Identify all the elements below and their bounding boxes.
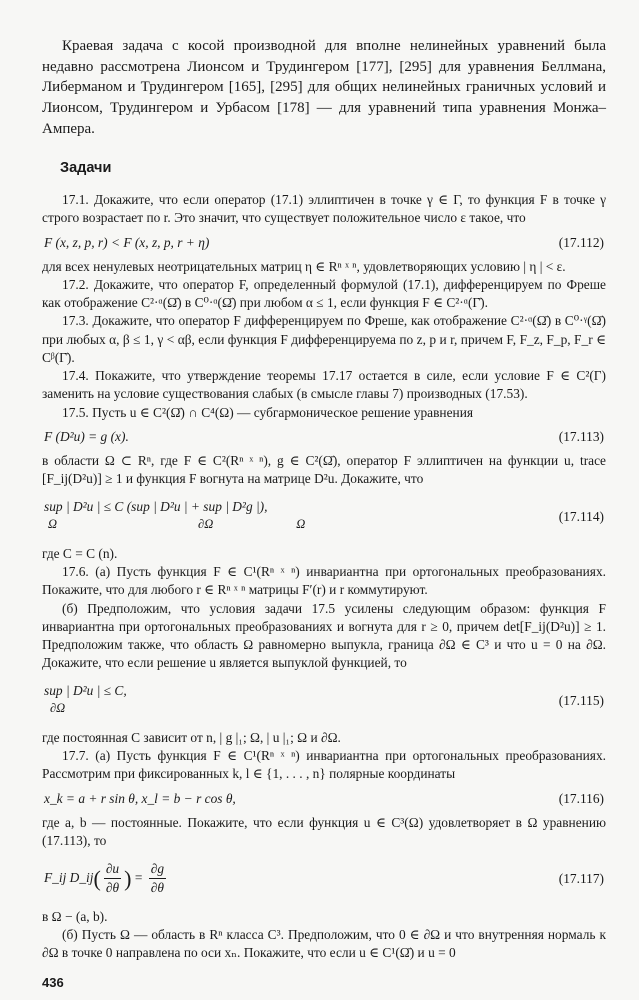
problem-17-7a-domain: в Ω − (a, b).	[42, 908, 108, 924]
problem-17-7b: (б) Пусть Ω — область в Rⁿ класса C³. Предположим, что 0 ∈ ∂Ω и что внутренняя нормаль к ∂Ω в точке 0 направлена по оси xₙ. Покажите, что если u ∈ C¹(Ω̄) и u = 0	[42, 926, 606, 961]
problem-17-5-constant: где C = C (n).	[42, 545, 118, 561]
equation-17-114	[42, 498, 606, 534]
equation-number: (17.113)	[558, 428, 604, 444]
sup-limit-2: ∂Ω	[198, 516, 214, 531]
equation-17-116	[42, 790, 606, 808]
sup-limit: ∂Ω	[50, 700, 66, 715]
problem-17-2: 17.2. Докажите, что оператор F, определенный формулой (17.1), дифференцируем по Фреше как отображение C²·ᵅ(Ω̄) в C⁰·ᵅ(Ω̄) при любом α ≤ 1, если функция F ∈ C²·ᵅ(Γ̄).	[42, 277, 606, 311]
equation-number: (17.114)	[558, 508, 604, 524]
problem-17-4: 17.4. Покажите, что утверждение теоремы 17.17 остается в силе, если условие F ∈ C²(Γ) заменить на условие существования слабых (в смысле главы 7) производных (17.53).	[42, 368, 606, 402]
equation-number: (17.115)	[558, 692, 604, 708]
problem-17-5-continued: в области Ω ⊂ Rⁿ, где F ∈ C²(Rⁿ ˣ ⁿ), g ∈ C²(Ω̄), оператор F эллиптичен на функции u, trace [F_ij(D²u)] ≥ 1 и функция F вогнута на матрице D²u. Докажите, что	[42, 453, 606, 487]
problem-17-5: 17.5. Пусть u ∈ C²(Ω̄) ∩ C⁴(Ω) — субгармоническое решение уравнения	[62, 404, 474, 420]
equation-17-113	[42, 428, 606, 446]
problem-17-1: 17.1. Докажите, что если оператор (17.1) эллиптичен в точке γ ∈ Γ, то функция F в точке γ строго возрастает по r. Это значит, что существует положительное число ε такое, что	[42, 192, 606, 226]
equation-number: (17.116)	[558, 790, 604, 806]
equation-17-115	[42, 682, 606, 718]
equation-formula: F (x, z, p, r) < F (x, z, p, r + η)	[44, 234, 210, 250]
problem-17-3: 17.3. Докажите, что оператор F дифференцируем по Фреше, как отображение C²·ᵅ(Ω̄) в C⁰·ᵞ(Ω̄) при любых α, β ≤ 1, γ < αβ, если функция F дифференцируема по z, p и r, причем F, F_z, F_p, F_r ∈ Cᵝ(Γ̄).	[42, 313, 606, 365]
problem-17-6b: (б) Предположим, что условия задачи 17.5 усилены следующим образом: функция F инвариантна при ортогональных преобразованиях и вогнута для r ≥ 0, причем det[F_ij(D²u)] ≥ 1. Предположим также, что область Ω равномерно выпукла, граница ∂Ω ∈ C³ и что u = 0 на ∂Ω. Докажите, что если решение u является выпуклой функцией, то	[42, 600, 606, 671]
intro-paragraph: Краевая задача с косой производной для вполне нелинейных уравнений была недавно рассмотрена Лионсом и Трудингером [177], [295] для уравнения Беллмана, Либерманом и Трудингером [165], [295] для общих нелинейных граничных условий и Лионсом, Трудингером и Урбасом [178] — для уравнений типа уравнения Монжа–Ампера.	[42, 38, 606, 137]
equation-number: (17.112)	[558, 234, 604, 250]
section-heading: Задачи	[60, 160, 112, 177]
problem-17-7a-continued: где a, b — постоянные. Покажите, что если функция u ∈ C³(Ω) удовлетворяет в Ω уравнению (17.113), то	[42, 814, 606, 848]
equation-formula: F (D²u) = g (x).	[44, 428, 129, 444]
sup-limit-1: Ω	[48, 516, 58, 531]
problem-17-1-continued: для всех ненулевых неотрицательных матриц η ∈ Rⁿ ˣ ⁿ, удовлетворяющих условию | η | < ε.	[42, 258, 566, 274]
problem-17-6-constant: где постоянная C зависит от n, | g |₁; Ω, | u |₁; Ω и ∂Ω.	[42, 729, 341, 745]
sup-limit-3: Ω	[296, 516, 306, 531]
problem-17-7a: 17.7. (а) Пусть функция F ∈ C¹(Rⁿ ˣ ⁿ) инвариантна при ортогональных преобразованиях. Рассмотрим при фиксированных k, l ∈ {1, . . . , n} полярные координаты	[42, 748, 606, 782]
equation-17-112	[42, 234, 606, 252]
problem-17-6a: 17.6. (а) Пусть функция F ∈ C¹(Rⁿ ˣ ⁿ) инвариантна при ортогональных преобразованиях. Покажите, что для любого r ∈ Rⁿ ˣ ⁿ матрицы F′(r) и r коммутируют.	[42, 564, 606, 598]
page-content	[42, 36, 606, 992]
equation-formula: sup | D²u | ≤ C, ∂Ω	[44, 683, 127, 715]
equation-17-117	[42, 860, 606, 897]
page-number: 436	[42, 975, 64, 991]
equation-formula: F_ij D_ij( $\frac{\partial u}{\partial\theta}$ ) = $\frac{\partial g}{\partial\theta}$	[44, 861, 165, 896]
equation-formula: sup | D²u | ≤ C (sup | D²u | + sup | D²g |), Ω ∂Ω Ω	[44, 499, 306, 531]
equation-number: (17.117)	[558, 870, 604, 886]
equation-formula: x_k = a + r sin θ, x_l = b − r cos θ,	[44, 790, 236, 806]
